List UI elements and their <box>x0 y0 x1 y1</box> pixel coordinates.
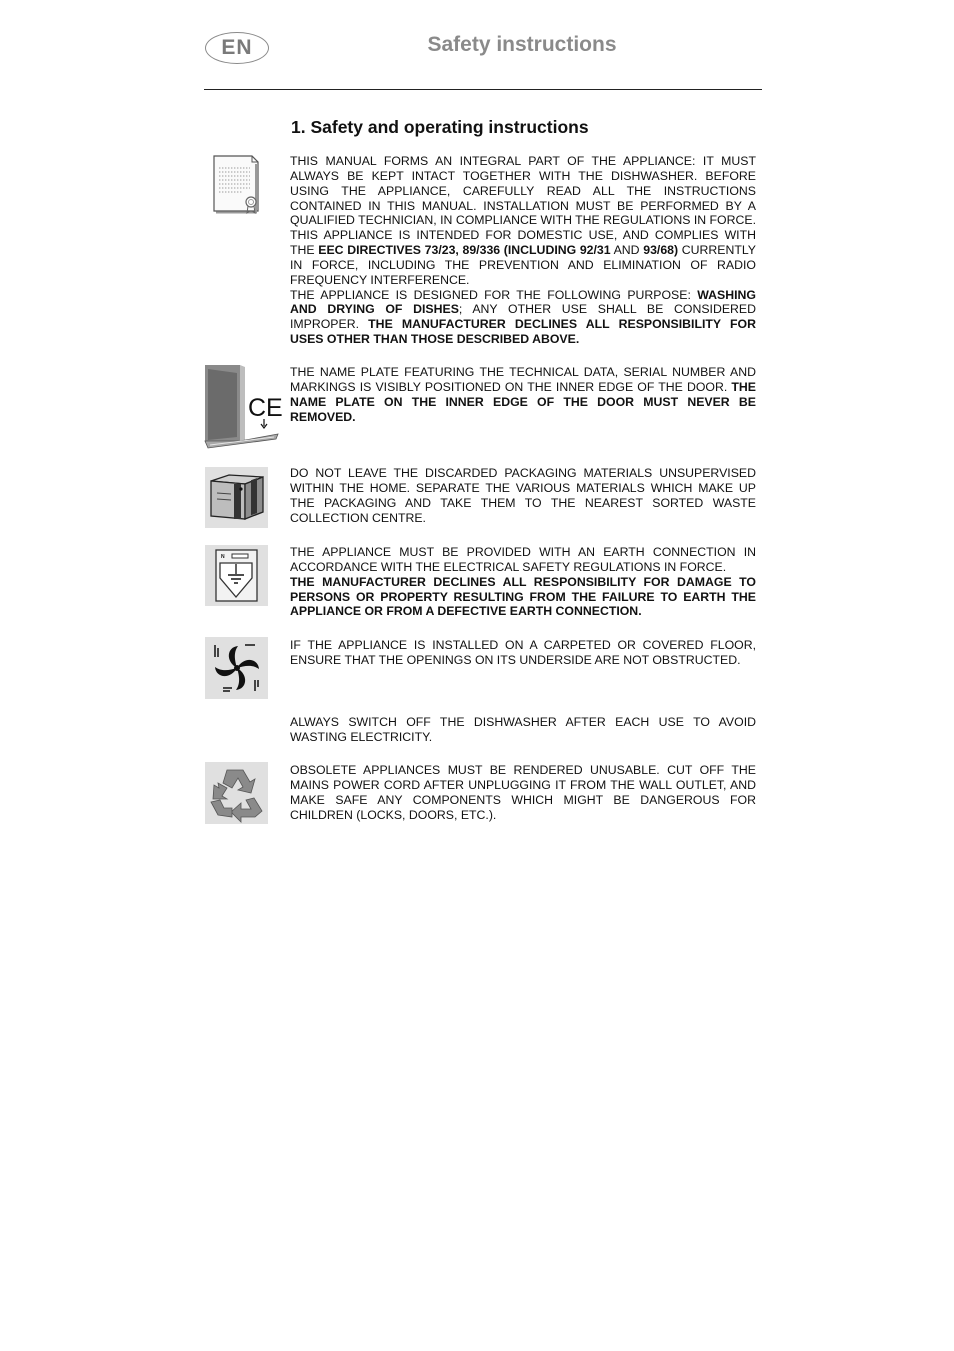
language-badge: EN <box>205 32 269 64</box>
ventilation-paragraph: IF THE APPLIANCE IS INSTALLED ON A CARPETED OR COVERED FLOOR, ENSURE THAT THE OPENINGS ON ITS UNDERSIDE ARE NOT OBSTRUCTED. <box>290 638 756 667</box>
switch-off-paragraph: ALWAYS SWITCH OFF THE DISHWASHER AFTER EACH USE TO AVOID WASTING ELECTRICITY. <box>290 715 756 744</box>
manual-document-icon <box>212 154 260 216</box>
earth-connection-icon <box>205 545 268 606</box>
packaging-box-icon <box>205 467 268 528</box>
manual-paragraph: THIS MANUAL FORMS AN INTEGRAL PART OF THE APPLIANCE: IT MUST ALWAYS BE KEPT INTACT TOGETHER WITH THE DISHWASHER. BEFORE USING THE APPLIANCE, CAREFULLY READ ALL THE INSTRUCTIONS CONTAINED IN THIS MANUAL. INSTALLATION MUST BE PERFORMED BY A QUALIFIED TECHNICIAN, IN COMPLIANCE WITH THE REGULATIONS IN FORCE. THIS APPLIANCE IS INTENDED FOR DOMESTIC USE, AND COMPLIES WITH THE EEC DIRECTIVES 73/23, 89/336 (INCLUDING 92/31 AND 93/68) CURRENTLY IN FORCE, INCLUDING THE PREVENTION AND ELIMINATION OF RADIO FREQUENCY INTERFERENCE. THE APPLIANCE IS DESIGNED FOR THE FOLLOWING PURPOSE: WASHING AND DRYING OF DISHES; ANY OTHER USE SHALL BE CONSIDERED IMPROPER. THE MANUFACTURER DECLINES ALL RESPONSIBILITY FOR USES OTHER THAN THOSE DESCRIBED ABOVE. <box>290 154 757 347</box>
earth-paragraph: THE APPLIANCE MUST BE PROVIDED WITH AN EARTH CONNECTION IN ACCORDANCE WITH THE ELECTRICAL SAFETY REGULATIONS IN FORCE. THE MANUFACTURER DECLINES ALL RESPONSIBILITY FOR DAMAGE TO PERSONS OR PROPERTY RESULTING FROM THE FAILURE TO EARTH THE APPLIANCE OR FROM A DEFECTIVE EARTH CONNECTION. <box>290 545 756 619</box>
ventilation-fan-icon <box>205 637 268 699</box>
recycle-icon <box>205 762 268 824</box>
svg-text:N: N <box>221 554 225 560</box>
header-divider <box>204 89 762 90</box>
section-title: 1. Safety and operating instructions <box>291 117 589 137</box>
obsolete-paragraph: OBSOLETE APPLIANCES MUST BE RENDERED UNUSABLE. CUT OFF THE MAINS POWER CORD AFTER UNPLUGGING IT FROM THE WALL OUTLET, AND MAKE SAFE ANY COMPONENTS WHICH MIGHT BE DANGEROUS FOR CHILDREN (LOCKS, DOORS, ETC.). <box>290 763 756 822</box>
ce-mark: CE <box>248 394 283 422</box>
packaging-paragraph: DO NOT LEAVE THE DISCARDED PACKAGING MATERIALS UNSUPERVISED WITHIN THE HOME. SEPARATE THE VARIOUS MATERIALS WHICH MAKE UP THE PACKAGING AND TAKE THEM TO THE NEAREST SORTED WASTE COLLECTION CENTRE. <box>290 466 756 525</box>
page-header-title: Safety instructions <box>427 33 617 56</box>
nameplate-paragraph: THE NAME PLATE FEATURING THE TECHNICAL DATA, SERIAL NUMBER AND MARKINGS IS VISIBLY POSITIONED ON THE INNER EDGE OF THE DOOR. THE NAME PLATE ON THE INNER EDGE OF THE DOOR MUST NEVER BE REMOVED. <box>290 365 756 424</box>
ce-nameplate-icon <box>204 364 283 450</box>
